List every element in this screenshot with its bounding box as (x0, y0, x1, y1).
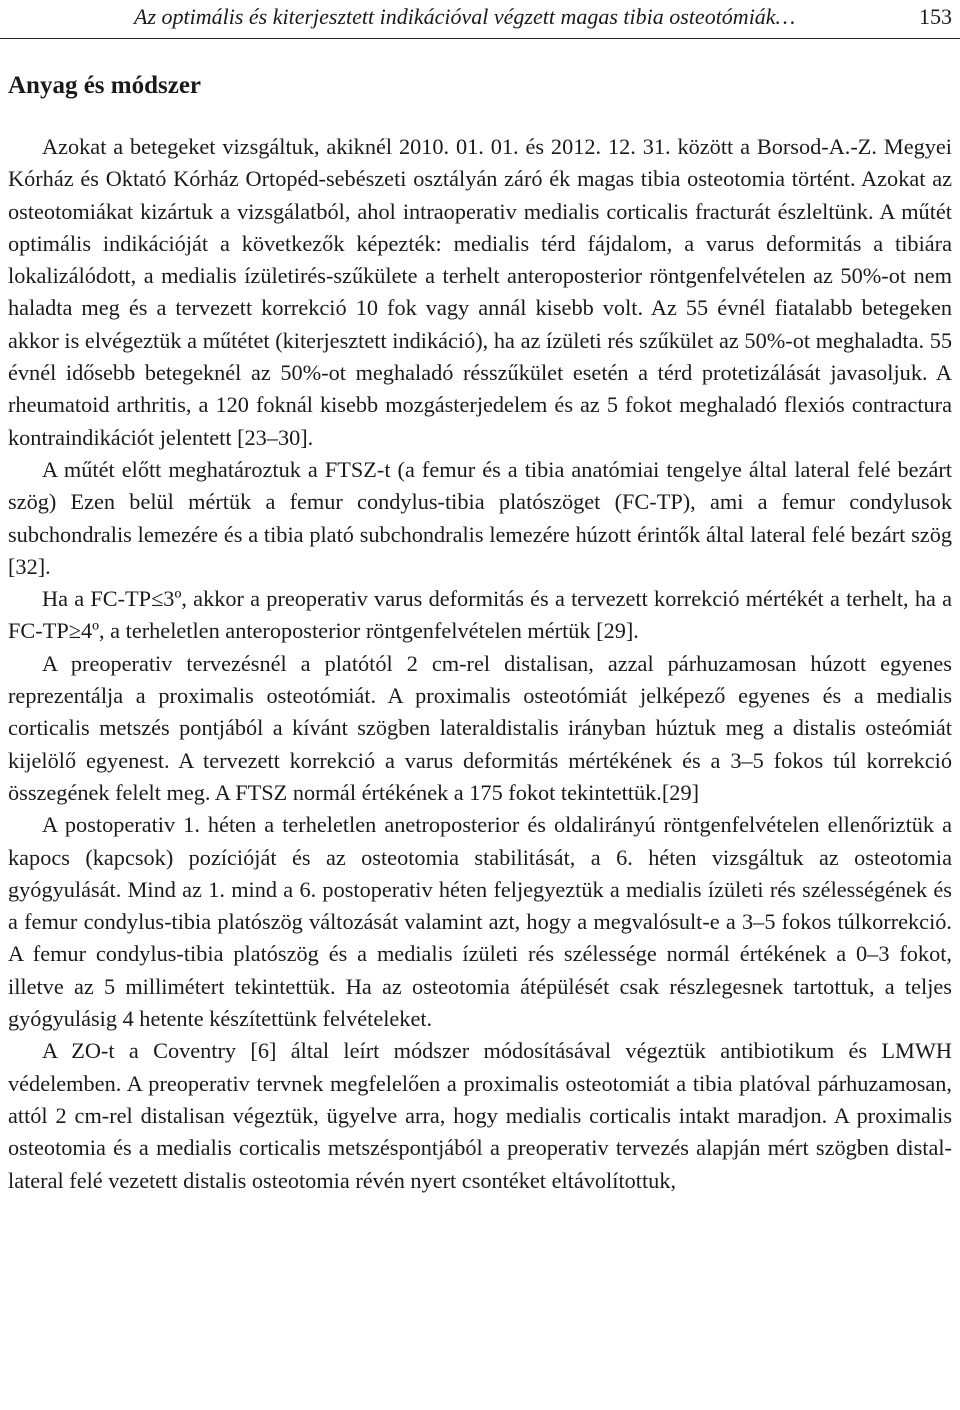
paragraph: A műtét előtt meghatároztuk a FTSZ-t (a femur és a tibia anatómiai tengelye által lateral felé bezárt szög) Ezen belül mértük a femur condylus-tibia platószöget (FC-TP), ami a femur condylusok subchondralis lemezére és a tibia plató subchondralis lemezére húzott érintők által lateral felé bezárt szög [32]. (8, 456, 952, 579)
paragraph: A ZO-t a Coventry [6] által leírt módszer módosításával végeztük antibiotikum és LMWH védelemben. A preoperativ tervnek megfelelően a proximalis osteotomiát a tibia platóval párhuzamosan, attól 2 cm-rel distalisan végeztük, ügyelve arra, hogy medialis corticalis intakt maradjon. A proximalis osteotomia és a medialis corticalis metszéspontjából a preoperativ tervezés alapján mért szögben distal-lateral felé vezetett distalis osteotomia révén nyert csontéket eltávolítottuk, (8, 1038, 952, 1193)
paragraph: Azokat a betegeket vizsgáltuk, akiknél 2010. 01. 01. és 2012. 12. 31. között a Borsod-A.-Z. Megyei Kórház és Oktató Kórház Ortopéd-sebészeti osztályán záró ék magas tibia osteotomia történt. Azokat az osteotomiákat kizártuk a vizsgálatból, ahol intraoperativ medialis corticalis fracturát észleltünk. A műtét optimális indikációját a következők képezték: medialis térd fájdalom, a varus deformitás a tibiára lokalizálódott, a medialis ízületirés-szűkülete a terhelt anteroposterior röntgenfelvételen az 50%-ot nem haladta meg és a tervezett korrekció 10 fok vagy annál kisebb volt. Az 55 évnél fiatalabb betegeken akkor is elvégeztük a műtétet (kiterjesztett indikáció), ha az ízületi rés szűkület az 50%-ot meghaladta. 55 évnél idősebb betegeknél az 50%-ot meghaladó résszűkület esetén a térd protetizálását javasoljuk. A rheumatoid arthritis, a 120 foknál kisebb mozgásterjedelem és az 5 fokot meghaladó flexiós contractura kontraindikációt jelentett [23–30]. (8, 134, 952, 450)
paragraph: Ha a FC-TP≤3º, akkor a preoperativ varus deformitás és a tervezett korrekció mértékét a terhelt, ha a FC-TP≥4º, a terheletlen anteroposterior röntgenfelvételen mértük [29]. (8, 586, 952, 644)
running-header (0, 0, 960, 39)
body-text (8, 131, 952, 1197)
page-number: 153 (919, 4, 952, 29)
paragraph: A postoperativ 1. héten a terheletlen anetroposterior és oldalirányú röntgenfelvételen ellenőriztük a kapocs (kapcsok) pozícióját és az osteotomia stabilitását, a 6. héten vizsgáltuk az osteotomia gyógyulását. Mind az 1. mind a 6. postoperativ héten feljegyeztük a medialis ízületi rés szélességének és a femur condylus-tibia platószög változását valamint azt, hogy a megvalósult-e a 3–5 fokos túlkorrekció. A femur condylus-tibia platószög és a medialis ízületi rés szélessége normál értékének a 0–3 fokot, illetve az 5 millimétert tekintettük. Ha az osteotomia átépülését csak részlegesnek tartottuk, a teljes gyógyulásig 4 hetente készítettünk felvételeket. (8, 812, 952, 1032)
paragraph: A preoperativ tervezésnél a platótól 2 cm-rel distalisan, azzal párhuzamosan húzott egyenes reprezentálja a proximalis osteotómiát. A proximalis osteotómiát jelképező egyenes és a medialis corticalis metszés pontjából a kívánt szögben lateraldistalis irányban húztuk meg a distalis osteómiát kijelölő egyenest. A tervezett korrekció a varus deformitás mértékének és a 3–5 fokos túl korrekció összegének felelt meg. A FTSZ normál értékének a 175 fokot tekintettük.[29] (8, 650, 952, 805)
section-heading: Anyag és módszer (8, 72, 202, 99)
running-title: Az optimális és kiterjesztett indikációval végzett magas tibia osteotómiák… (134, 4, 796, 29)
